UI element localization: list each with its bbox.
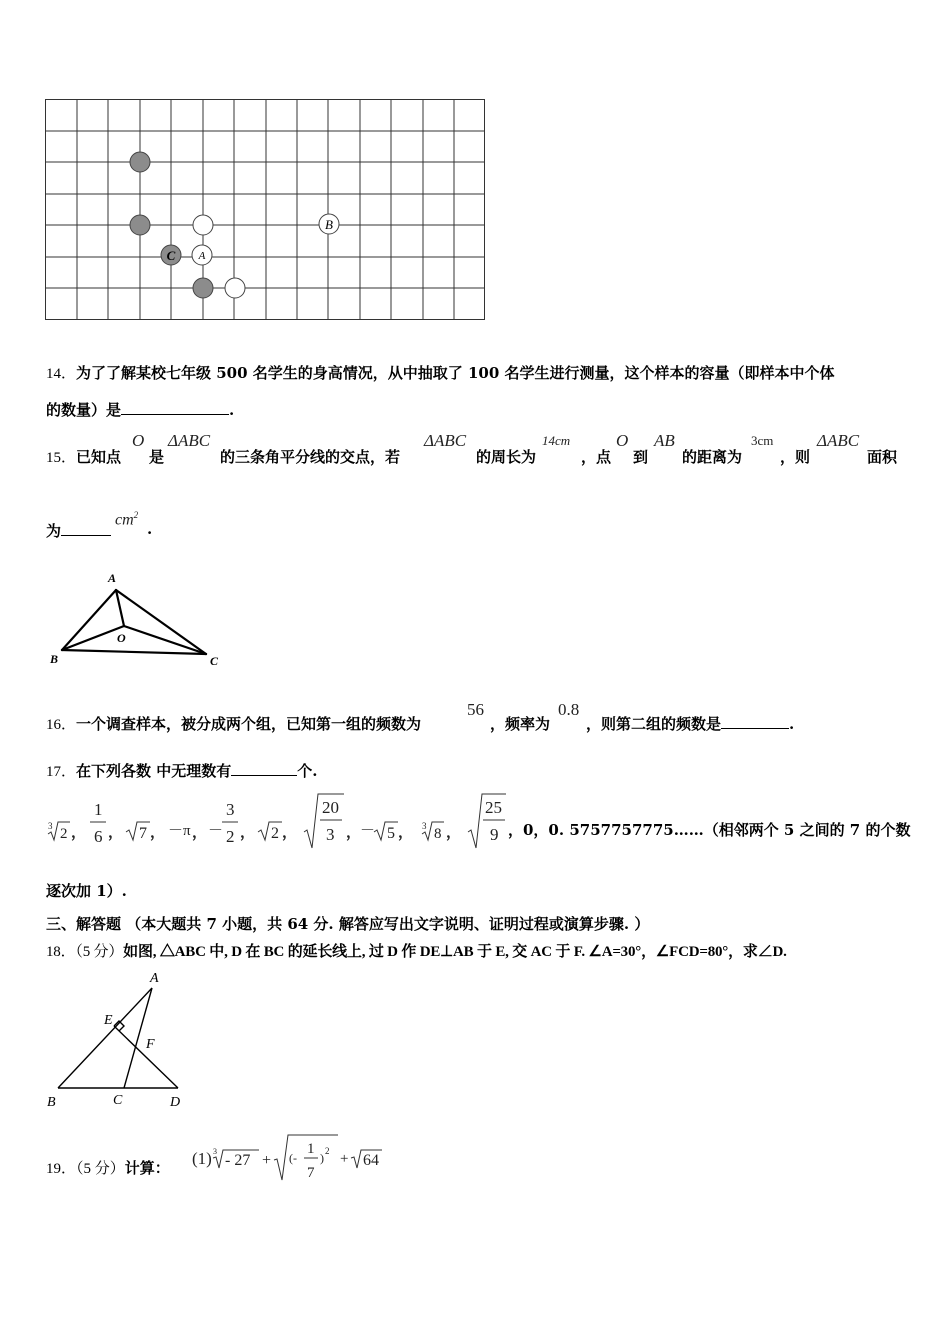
- exponent: 2: [325, 1146, 330, 1156]
- section-3-title: 三、解答题 （本大题共 7 小题，共 64 分. 解答应写出文字说明、证明过程或演算步骤. ）: [46, 915, 650, 933]
- separator: ，: [240, 825, 256, 841]
- cbrt2-radicand: 2: [60, 826, 68, 842]
- q17-text: 在下列各数 中无理数有: [76, 762, 232, 780]
- answer-blank[interactable]: [721, 714, 789, 729]
- vertex-label-o: O: [117, 631, 126, 645]
- q17-line3: 逐次加 1）.: [46, 882, 127, 900]
- separator: ，: [71, 825, 87, 841]
- triangle-figure-q15: [48, 568, 228, 670]
- frac2-den: 2: [226, 827, 235, 846]
- q17-line1: [46, 760, 317, 781]
- stone-label-c: C: [166, 248, 176, 263]
- cbrt-index: 3: [213, 1147, 217, 1156]
- q14-line1: [46, 362, 835, 383]
- frac4-num: 25: [485, 798, 502, 817]
- frac-num: 1: [307, 1141, 315, 1157]
- question-number: 16．: [46, 717, 77, 733]
- q19-text: 计算：: [124, 1159, 170, 1177]
- math-o: O: [616, 431, 629, 450]
- vertex-label-b: B: [47, 1095, 56, 1110]
- question-number: 18．: [46, 944, 76, 960]
- vertex-label-c: C: [113, 1093, 123, 1108]
- q14-period: .: [229, 401, 235, 419]
- q16-text-1: 一个调查样本，被分成两个组，已知第一组的频数为: [76, 715, 422, 733]
- question-score: （5 分）: [76, 1161, 125, 1177]
- question-number: 14．: [46, 366, 77, 382]
- q16-text-3-label: ，则第二组的频数是: [586, 715, 722, 733]
- q15-number: [46, 446, 121, 467]
- q15-text: 的距离为: [682, 448, 743, 466]
- q18-text: 如图, △ABC 中, D 在 BC 的延长线上, 过 D 作 DE⊥AB 于 E, 交 AC 于 F. ∠A=30°，∠FCD=80°，求∠D.: [123, 944, 787, 960]
- separator: ，: [282, 825, 298, 841]
- white-stone: [225, 278, 245, 298]
- q15-text: 已知点: [76, 448, 122, 466]
- vertex-label-f: F: [146, 1037, 155, 1052]
- q19-line: [46, 1157, 170, 1178]
- q17-list-tail: ，0，0. 5757757775……（相邻两个 5 之间的 7 的个数: [508, 821, 911, 839]
- plus-sign: +: [340, 1151, 349, 1167]
- sqrt5-radicand: 5: [387, 825, 395, 842]
- q15-text: 的三条角平分线的交点，若: [220, 448, 401, 466]
- sqrt7-radicand: 7: [139, 825, 147, 842]
- math-o: O: [132, 431, 145, 450]
- cbrt8-radicand: 8: [434, 826, 442, 842]
- q15-period: .: [147, 520, 153, 538]
- separator: ，: [446, 825, 462, 841]
- separator: ，: [346, 825, 362, 841]
- frac-den: 7: [307, 1165, 315, 1181]
- part-label: (1): [192, 1149, 212, 1168]
- q16-text-3: [586, 713, 794, 734]
- math-rate: 0.8: [558, 700, 580, 719]
- q16-period: .: [789, 715, 795, 733]
- q15-line2: [46, 520, 111, 541]
- q14-text: 为了了解某校七年级 500 名学生的身高情况，从中抽取了 100 名学生进行测量，这个样本的容量（即样本中个体: [76, 364, 835, 382]
- q17-text-2: 个.: [297, 762, 318, 780]
- separator: ，: [150, 825, 166, 841]
- separator: ，: [192, 825, 208, 841]
- q16-text: [46, 713, 421, 734]
- q15-text: 到: [633, 448, 649, 466]
- math-triangle: ΔABC: [424, 431, 467, 450]
- vertex-label-d: D: [170, 1095, 181, 1110]
- frac3-num: 20: [322, 798, 339, 817]
- frac1-den: 6: [94, 827, 103, 846]
- black-stone: [130, 215, 150, 235]
- separator: ，: [398, 825, 414, 841]
- unit-text: cm: [115, 511, 134, 529]
- q15-text: ，点: [581, 448, 612, 466]
- question-score: （5 分）: [75, 944, 124, 960]
- q19-expression: [192, 1132, 392, 1184]
- minus-sign: －: [208, 823, 224, 839]
- answer-blank[interactable]: [121, 400, 229, 415]
- q15-text: ，则: [780, 448, 811, 466]
- stone-label-b: B: [325, 217, 333, 232]
- go-board-figure: [44, 98, 486, 322]
- vertex-label-a: A: [150, 971, 159, 986]
- q15-text: 面积: [867, 448, 898, 466]
- neg-pi: －π: [168, 823, 191, 839]
- question-number: 19．: [46, 1161, 77, 1177]
- question-number: 17．: [46, 764, 77, 780]
- math-frequency: 56: [467, 700, 484, 719]
- vertex-label-a: A: [108, 571, 117, 585]
- math-unit: [115, 510, 138, 529]
- frac1-num: 1: [94, 800, 103, 819]
- q15-text: 为: [46, 522, 62, 540]
- frac4-den: 9: [490, 825, 499, 844]
- stone-label-a: A: [198, 250, 206, 262]
- frac3-den: 3: [326, 825, 335, 844]
- close-paren: ): [320, 1151, 324, 1165]
- vertex-label-e: E: [104, 1013, 113, 1028]
- separator: ，: [108, 825, 124, 841]
- math-ab: AB: [654, 431, 675, 450]
- q15-text: 的周长为: [476, 448, 537, 466]
- triangle-figure-q18: [44, 966, 194, 1114]
- question-number: 15．: [46, 450, 77, 466]
- sqrt-radicand: 64: [363, 1152, 379, 1169]
- answer-blank[interactable]: [231, 761, 297, 776]
- grid-lines: [46, 100, 485, 320]
- white-stone: [193, 215, 213, 235]
- black-stone: [130, 152, 150, 172]
- math-distance: 3cm: [751, 433, 774, 448]
- minus-sign: －: [360, 823, 376, 839]
- frac2-num: 3: [226, 800, 235, 819]
- sqrt2-radicand: 2: [271, 825, 279, 842]
- plus-sign: +: [262, 1152, 272, 1169]
- cbrt-radicand: - 27: [225, 1152, 251, 1169]
- unit-exponent: 2: [133, 510, 139, 520]
- q17-number-list: [44, 792, 524, 852]
- open-paren: (-: [289, 1151, 297, 1165]
- math-triangle: ΔABC: [817, 431, 860, 450]
- q16-text-2: ，频率为: [490, 715, 551, 733]
- vertex-label-c: C: [210, 654, 219, 668]
- cbrt8-index: 3: [422, 821, 427, 831]
- vertex-label-b: B: [50, 652, 59, 666]
- q18-line: [46, 940, 787, 961]
- q14-text-2: 的数量）是: [46, 401, 122, 419]
- math-perimeter: 14cm: [542, 433, 571, 448]
- q14-line2: [46, 399, 234, 420]
- answer-blank[interactable]: [61, 521, 111, 536]
- q15-text: 是: [149, 448, 165, 466]
- black-stone: [193, 278, 213, 298]
- cbrt2-index: 3: [48, 821, 53, 831]
- math-triangle: ΔABC: [168, 431, 211, 450]
